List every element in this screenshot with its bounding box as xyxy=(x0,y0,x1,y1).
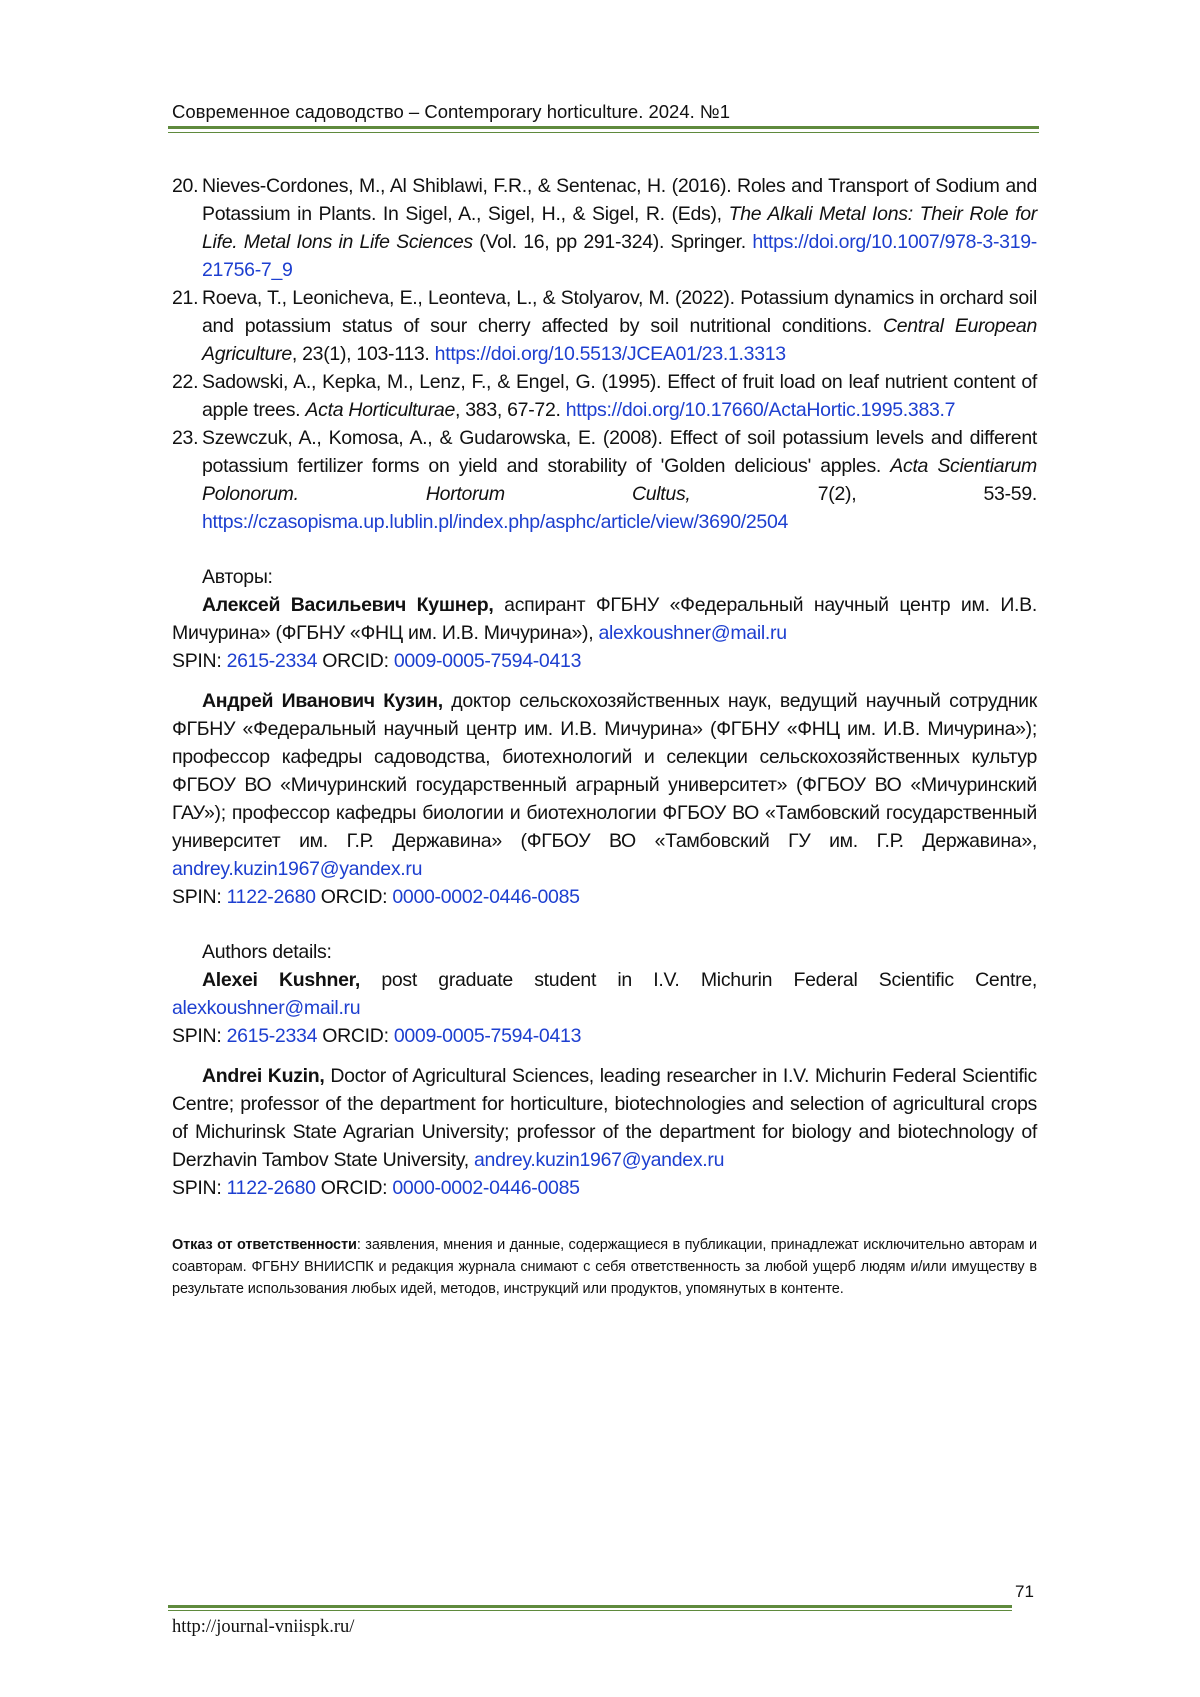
authors-ru-label: Авторы: xyxy=(202,566,273,588)
author-name: Алексей Васильевич Кушнер, xyxy=(202,594,494,616)
spin-label: SPIN: xyxy=(172,650,227,672)
author-ids xyxy=(172,1022,1037,1050)
reference-item xyxy=(172,424,1037,536)
authors-en-label: Authors details: xyxy=(202,941,332,963)
spin-label: SPIN: xyxy=(172,886,227,908)
spin-label: SPIN: xyxy=(172,1177,227,1199)
reference-text: Sadowski, A., Kepka, M., Lenz, F., & Engel, G. (1995). Effect of fruit load on leaf nutrient content of apple trees. xyxy=(202,371,1037,421)
reference-tail: , 23(1), 103-113. xyxy=(291,343,435,365)
reference-number: 22. xyxy=(172,371,199,393)
author-affiliation: post graduate student in I.V. Michurin Federal Scientific Centre, xyxy=(360,969,1037,991)
orcid-label: ORCID: xyxy=(315,1177,393,1199)
reference-source: Acta Scientiarum Polonorum. Hortorum Cultus, xyxy=(202,455,1037,505)
reference-doi-link[interactable]: https://doi.org/10.1007/978-3-319-21756-7_9 xyxy=(202,231,1037,281)
author-description xyxy=(172,591,1037,647)
author-name: Andrei Kuzin, xyxy=(202,1065,325,1087)
author-card xyxy=(172,1062,1037,1202)
disclaimer-label: Отказ от ответственности xyxy=(172,1237,357,1253)
reference-number: 23. xyxy=(172,427,199,449)
reference-doi-link[interactable]: https://doi.org/10.17660/ActaHortic.1995.383.7 xyxy=(565,399,956,421)
spin-link[interactable]: 1122-2680 xyxy=(226,1177,316,1199)
author-card xyxy=(172,966,1037,1050)
reference-item xyxy=(172,284,1037,368)
disclaimer-text: : заявления, мнения и данные, содержащиеся в публикации, принадлежат исключительно авторам и соавторам. ФГБНУ ВНИИСПК и редакция журнала снимают с себя ответственность за любой ущерб людям и/или имуществу в результате использования любых идей, методов, инструкций или продуктов, упомянутых в контенте. xyxy=(172,1237,1037,1297)
header-rule xyxy=(168,126,1039,133)
orcid-link[interactable]: 0009-0005-7594-0413 xyxy=(393,1025,582,1047)
author-name: Андрей Иванович Кузин, xyxy=(202,690,443,712)
author-email-link[interactable]: andrey.kuzin1967@yandex.ru xyxy=(474,1149,725,1171)
author-affiliation: Doctor of Agricultural Sciences, leading researcher in I.V. Michurin Federal Scientific Centre; professor of the department for horticulture, biotechnologies and selection of agricultural crops of Michurinsk State Agrarian University; professor of the department for biology and biotechnology of Derzhavin Tambov State University, xyxy=(172,1065,1037,1171)
author-affiliation: доктор сельскохозяйственных наук, ведущий научный сотрудник ФГБНУ «Федеральный научный центр им. И.В. Мичурина» (ФГБНУ «ФНЦ им. И.В. Мичурина»); профессор кафедры садоводства, биотехнологий и селекции сельскохозяйственных культур ФГБОУ ВО «Мичуринский государственный аграрный университет» (ФГБОУ ВО «Мичуринский ГАУ»); профессор кафедры биологии и биотехнологии ФГБОУ ВО «Тамбовский государственный университет им. Г.Р. Державина» (ФГБОУ ВО «Тамбовский ГУ им. Г.Р. Державина», xyxy=(172,690,1038,852)
reference-tail: , 383, 67-72. xyxy=(455,399,566,421)
reference-item xyxy=(172,172,1037,284)
reference-number: 21. xyxy=(172,287,199,309)
author-card xyxy=(172,591,1037,675)
spin-link[interactable]: 2615-2334 xyxy=(226,650,318,672)
orcid-link[interactable]: 0000-0002-0446-0085 xyxy=(392,886,580,908)
author-email-link[interactable]: alexkoushner@mail.ru xyxy=(598,622,787,644)
orcid-label: ORCID: xyxy=(317,650,394,672)
author-email-link[interactable]: alexkoushner@mail.ru xyxy=(172,997,361,1019)
spin-link[interactable]: 2615-2334 xyxy=(226,1025,318,1047)
reference-number: 20. xyxy=(172,175,199,197)
spin-link[interactable]: 1122-2680 xyxy=(226,886,316,908)
orcid-link[interactable]: 0009-0005-7594-0413 xyxy=(393,650,582,672)
footer-rule xyxy=(168,1605,1012,1611)
author-card xyxy=(172,687,1037,911)
author-affiliation: аспирант ФГБНУ «Федеральный научный центр им. И.В. Мичурина» (ФГБНУ «ФНЦ им. И.В. Мичурина»), xyxy=(172,594,1037,644)
reference-tail: (Vol. 16, pp 291-324). Springer. xyxy=(472,231,753,253)
reference-tail: 7(2), 53-59. xyxy=(690,483,1037,505)
reference-doi-link[interactable]: https://doi.org/10.5513/JCEA01/23.1.3313 xyxy=(434,343,786,365)
reference-item xyxy=(172,368,1037,424)
author-ids xyxy=(172,1174,1037,1202)
author-ids xyxy=(172,883,1037,911)
orcid-label: ORCID: xyxy=(315,886,393,908)
reference-text: Szewczuk, A., Komosa, A., & Gudarowska, E. (2008). Effect of soil potassium levels and different potassium fertilizer forms on yield and storability of 'Golden delicious' apples. xyxy=(202,427,1037,477)
reference-source: The Alkali Metal Ions: Their Role for Life. Metal Ions in Life Sciences xyxy=(202,203,1037,253)
spin-label: SPIN: xyxy=(172,1025,227,1047)
reference-source: Central European Agriculture xyxy=(202,315,1037,365)
reference-url-link[interactable]: https://czasopisma.up.lublin.pl/index.php/asphc/article/view/3690/2504 xyxy=(202,511,789,533)
author-email-link[interactable]: andrey.kuzin1967@yandex.ru xyxy=(172,858,423,880)
reference-source: Acta Horticulturae xyxy=(305,399,456,421)
footer-url: http://journal-vniispk.ru/ xyxy=(172,1617,355,1637)
reference-list xyxy=(172,172,1037,536)
author-ids xyxy=(172,647,1037,675)
journal-header-title: Современное садоводство – Contemporary horticulture. 2024. №1 xyxy=(172,101,731,122)
orcid-label: ORCID: xyxy=(317,1025,394,1047)
section-gap xyxy=(172,923,1037,938)
author-name: Alexei Kushner, xyxy=(202,969,361,991)
page-number: 71 xyxy=(1015,1582,1034,1601)
author-description xyxy=(172,966,1037,1022)
disclaimer xyxy=(172,1234,1037,1300)
author-description xyxy=(172,1062,1037,1174)
reference-text: Nieves-Cordones, M., Al Shiblawi, F.R., & Sentenac, H. (2016). Roles and Transport of Sodium and Potassium in Plants. In Sigel, A., Sigel, H., & Sigel, R. (Eds), xyxy=(202,175,1037,225)
main-content xyxy=(172,172,1037,1300)
reference-text: Roeva, T., Leonicheva, E., Leonteva, L., & Stolyarov, M. (2022). Potassium dynamics in orchard soil and potassium status of sour cherry affected by soil nutritional conditions. xyxy=(202,287,1037,337)
author-description xyxy=(172,687,1037,883)
orcid-link[interactable]: 0000-0002-0446-0085 xyxy=(392,1177,580,1199)
